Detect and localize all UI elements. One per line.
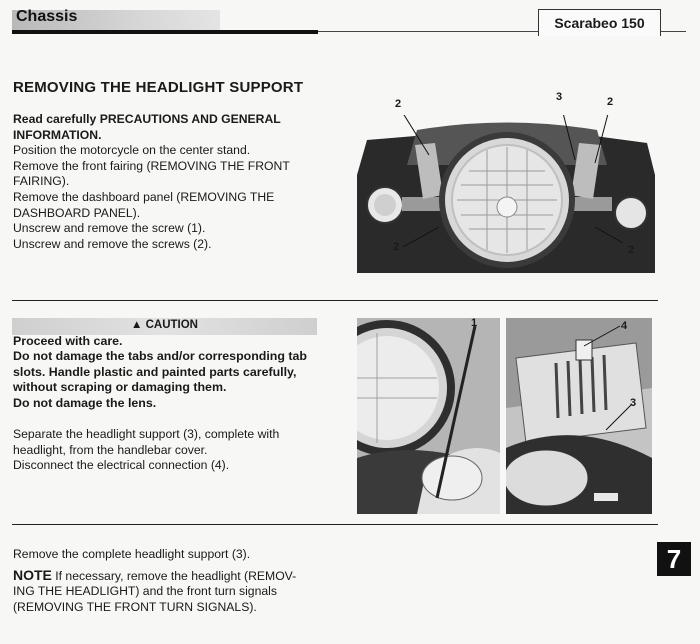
caution-label: CAUTION [145,319,198,331]
instruction-line: Separate the headlight support (3), complete with [13,427,280,441]
warning-triangle-icon: ▲ [131,319,143,331]
section-divider [12,524,658,525]
instruction-line: Position the motorcycle on the center stand. [13,143,251,158]
caution-heading [12,319,317,331]
instruction-line: Unscrew and remove the screw (1). [13,221,206,236]
section-header-title: Chassis [16,8,78,25]
callout-2-top-right: 2 [607,96,614,108]
caution-line: Proceed with care. [13,334,123,348]
caution-line: Do not damage the tabs and/or corresponding tab [13,349,307,364]
page-title: REMOVING THE HEADLIGHT SUPPORT [13,79,304,96]
instruction-line: Remove the front fairing (REMOVING THE FRONT [13,158,290,173]
model-name-box: Scarabeo 150 [538,9,661,36]
callout-3-b: 3 [630,397,637,409]
note-line-1 [13,568,333,585]
callout-4: 4 [621,320,628,332]
instruction-line: FAIRING). [13,174,70,189]
separate-instructions [13,427,313,474]
instruction-line: Unscrew and remove the screws (2). [13,236,212,251]
chapter-number-tab: 7 [657,542,691,576]
callout-2-top-left: 2 [395,98,402,110]
instruction-line: Remove the dashboard panel (REMOVING THE [13,189,275,204]
callout-2-bottom-right: 2 [628,244,635,256]
precautions-line-2: INFORMATION. [13,127,102,142]
caution-line: Do not damage the lens. [13,395,157,410]
screw-removal-photo [357,318,500,514]
caution-line: without scraping or damaging them. [13,380,227,395]
header-rule-thick [12,30,318,34]
headlight-front-photo [357,115,655,273]
intro-instructions [13,112,338,252]
note-line-2: ING THE HEADLIGHT) and the front turn signals [13,584,277,599]
callout-2-bottom-left: 2 [393,241,400,253]
note-line-3: (REMOVING THE FRONT TURN SIGNALS). [13,599,257,614]
callout-3: 3 [556,91,563,103]
caution-text [13,334,323,411]
callout-1: 1 [471,317,478,329]
precautions-line-1: Read carefully PRECAUTIONS AND GENERAL [13,112,281,126]
instruction-line: DASHBOARD PANEL). [13,205,141,220]
note-label: NOTE [13,566,52,583]
caution-line: slots. Handle plastic and painted parts carefully, [13,364,297,379]
section-divider [12,300,658,301]
note-text: If necessary, remove the headlight (REMOV- [51,568,297,583]
connector-photo [506,318,652,514]
final-instructions [13,547,333,615]
instruction-line: headlight, from the handlebar cover. [13,442,208,457]
instruction-line: Remove the complete headlight support (3). [13,547,251,561]
instruction-line: Disconnect the electrical connection (4). [13,458,230,473]
